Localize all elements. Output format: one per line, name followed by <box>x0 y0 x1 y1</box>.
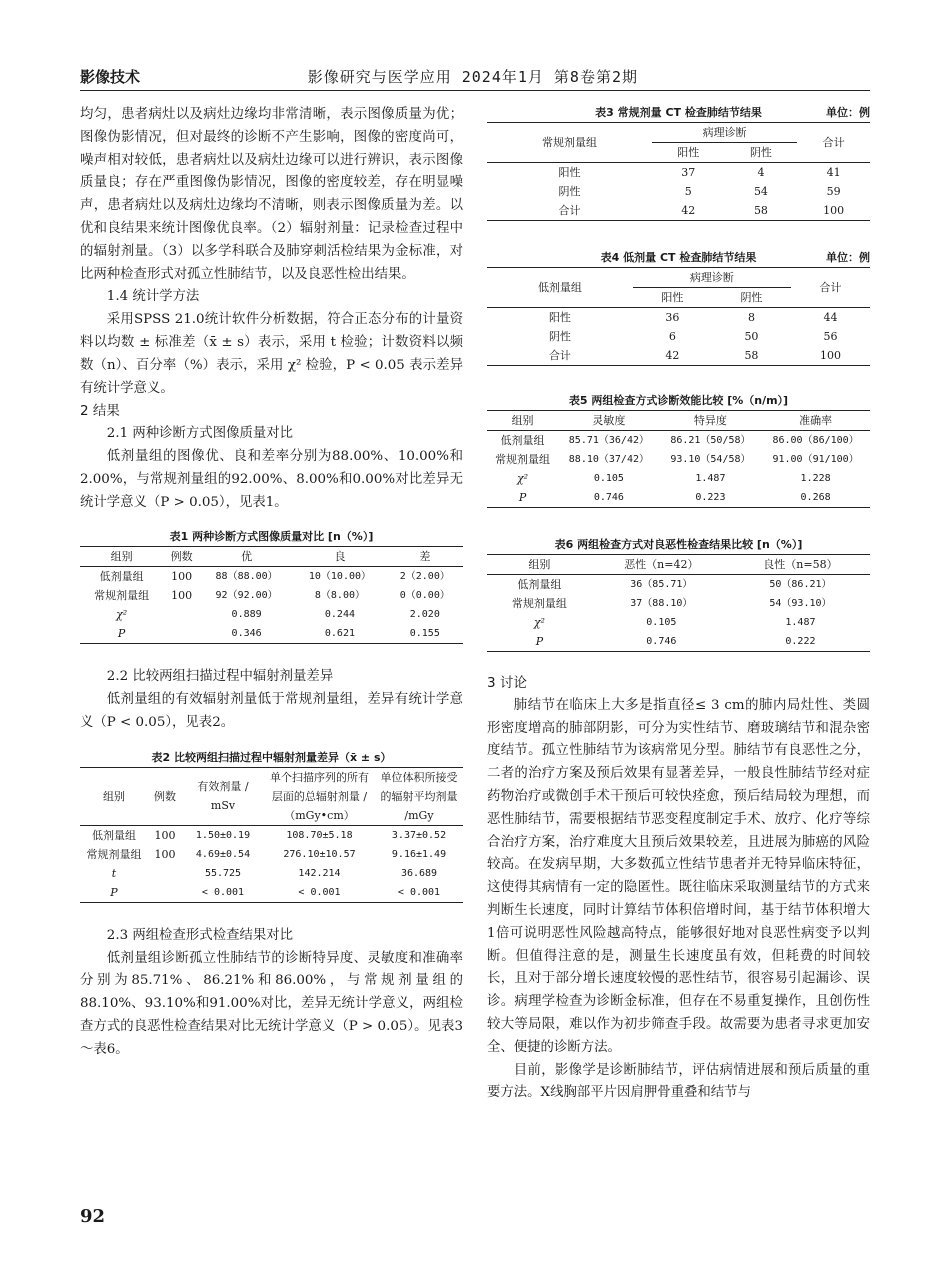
table-row <box>487 346 870 366</box>
paragraph-discussion-2: 目前，影像学是诊断肺结节，评估病情进展和预后质量的重要方法。X线胸部平片因肩胛骨重叠和结节与 <box>487 1062 870 1101</box>
heading-2-2: 2.2 比较两组扫描过程中辐射剂量差异 <box>106 669 334 685</box>
table4-cell: 42 <box>633 346 712 366</box>
table6-header: 良性（n=58） <box>731 555 870 575</box>
table-row <box>487 163 870 183</box>
table2-cell: P <box>80 883 148 903</box>
table4-cell: 阳性 <box>548 311 571 324</box>
page-number: 92 <box>80 1206 106 1227</box>
table6-cell: 36（85.71） <box>630 579 693 590</box>
table-row <box>487 594 870 613</box>
table-row <box>487 469 870 488</box>
table2-cell: 100 <box>154 828 176 842</box>
table6-cell: P <box>487 632 592 652</box>
table5-cell: 0.105 <box>593 473 624 484</box>
table3 <box>487 122 870 221</box>
table4-title: 表4 低剂量 CT 检查肺结节结果 <box>600 251 757 264</box>
table-row <box>487 613 870 632</box>
table-row <box>80 624 463 644</box>
table2-cell: 100 <box>154 847 176 861</box>
table4-cell: 100 <box>791 346 870 366</box>
table3-cell: 4 <box>757 166 765 179</box>
table4-header: 阳性 <box>633 288 712 308</box>
table5-cell: 常规剂量组 <box>495 453 551 466</box>
table1-caption: 表1 两种诊断方式图像质量对比 [n（%）] <box>169 530 374 544</box>
table-row <box>487 431 870 451</box>
table4-cell: 8 <box>747 311 755 324</box>
table3-header: 阳性 <box>652 143 725 163</box>
table1 <box>80 546 463 644</box>
journal-info: 影像研究与医学应用 2024年1月 第8卷第2期 <box>307 68 638 86</box>
table2-cell: 常规剂量组 <box>86 847 142 861</box>
table4-unit: 单位：例 <box>826 251 870 264</box>
table4-cell: 56 <box>823 330 838 343</box>
table6-cell: 0.746 <box>592 632 731 652</box>
heading-2: 2 结果 <box>80 403 120 420</box>
table2-cell: 9.16±1.49 <box>391 848 447 860</box>
table1-cell: 8（8.00） <box>314 590 365 602</box>
table-row <box>487 327 870 346</box>
table-row <box>80 586 463 605</box>
table4-cell: 50 <box>744 330 759 343</box>
table6-cell: 0.105 <box>646 617 677 628</box>
table1-cell: 0.621 <box>293 624 386 644</box>
table1-cell: 92（92.00） <box>215 590 278 602</box>
table1-cell: 常规剂量组 <box>94 589 150 603</box>
table3-header: 常规剂量组 <box>487 123 652 163</box>
right-column <box>487 104 870 1105</box>
table6-cell: 54（93.10） <box>769 598 832 609</box>
table2-header: 单位体积所接受的辐射平均剂量 /mGy <box>375 767 463 825</box>
table5-header: 组别 <box>487 411 558 431</box>
table5-cell: 93.10（54/58） <box>670 454 751 465</box>
table2-cell: 55.725 <box>204 867 242 879</box>
table4-header: 病理诊断 <box>633 268 791 288</box>
table5-cell: 0.268 <box>761 488 870 508</box>
section-title: 影像技术 <box>80 68 141 86</box>
paragraph-quality-result: 低剂量组的图像优、良和差率分别为88.00%、10.00%和2.00%，与常规剂量组的92.00%、8.00%和0.00%对比差异无统计学意义（P > 0.05），见表1。 <box>80 448 463 510</box>
table1-header: 例数 <box>163 547 200 567</box>
table3-header: 合计 <box>797 123 870 163</box>
table2-cell: 276.10±10.57 <box>283 848 356 860</box>
table3-header: 阴性 <box>725 143 798 163</box>
table-row <box>80 883 463 903</box>
table4-cell: 合计 <box>487 346 633 366</box>
table1-cell: 0（0.00） <box>399 590 450 602</box>
table2-header: 例数 <box>148 767 182 825</box>
table1-header: 差 <box>387 547 463 567</box>
table5 <box>487 410 870 508</box>
table6-caption: 表6 两组检查方式对良恶性检查结果比较 [n（%）] <box>554 538 803 551</box>
table6-cell: 常规剂量组 <box>511 597 567 610</box>
table4-header: 阴性 <box>712 288 791 308</box>
table1-cell: 0.889 <box>231 609 262 621</box>
table3-unit: 单位：例 <box>826 106 870 119</box>
table3-cell: 58 <box>725 201 798 221</box>
table5-cell: 1.228 <box>800 473 831 484</box>
table6-cell: 0.222 <box>731 632 870 652</box>
table5-header: 灵敏度 <box>558 411 660 431</box>
table-row <box>80 825 463 845</box>
table2-cell: < 0.001 <box>375 883 463 903</box>
table-row <box>487 488 870 508</box>
table3-cell: 54 <box>753 185 768 198</box>
table1-cell: 0.155 <box>387 624 463 644</box>
table4-cell: 44 <box>823 311 838 324</box>
table1-cell: 100 <box>171 589 193 603</box>
heading-3: 3 讨论 <box>487 675 527 691</box>
table5-cell: 86.00（86/100） <box>772 435 859 446</box>
table2 <box>80 767 463 903</box>
table5-cell: 86.21（50/58） <box>670 435 751 446</box>
table-row <box>487 632 870 652</box>
running-header <box>80 64 870 90</box>
paragraph-statistics: 采用SPSS 21.0统计软件分析数据，符合正态分布的计量资料以均数 ± 标准差（x̄ ± s）表示，采用 t 检验；计数资料以频数（n）、百分率（%）表示，采用 χ² 检验，P < 0.05 表示差异有统计学意义。 <box>80 312 463 396</box>
table-row <box>487 308 870 328</box>
table6-cell: 37（88.10） <box>630 598 693 609</box>
table2-cell: 4.69±0.54 <box>195 848 251 860</box>
heading-1-4: 1.4 统计学方法 <box>106 289 200 305</box>
table3-cell: 42 <box>652 201 725 221</box>
table5-cell: χ² <box>517 472 529 485</box>
table4-cell: 58 <box>712 346 791 366</box>
table2-cell: 1.50±0.19 <box>195 829 251 841</box>
table1-cell: 10（10.00） <box>308 571 372 583</box>
table5-header: 准确率 <box>761 411 870 431</box>
table2-header: 组别 <box>80 767 148 825</box>
paragraph-discussion-1: 肺结节在临床上大多是指直径≤ 3 cm的肺内局灶性、类圆形密度增高的肺部阴影，可分为实性结节、磨玻璃结节和混杂密度结节。孤立性肺结节为该病常见分型。肺结节有良恶性之分，二者的治疗方案及预后效果有显著差异，一般良性肺结节经对症药物治疗或微创手术干预后可较快痊愈，预后结局较为理想，而恶性肺结节，需要根据结节恶变程度制定手术、放疗、化疗等综合治疗方案，治疗难度大且预后效果较差，且进展为肺癌的风险较高。在发病早期，大多数孤立性结节患者并无特异临床特征，这使得其病情有一定的隐匿性。既往临床采取测量结节的方式来判断生长速度，同时计算结节体积倍增时间，基于结节体积增大1倍可说明恶性风险越高特点，能够很好地对良恶性病变予以判断。但值得注意的是，测量生长速度虽有效，但耗费的时间较长，且对于部分增长速度较慢的恶性结节，很容易引起漏诊、误诊。病理学检查为诊断金标准，但存在不易重复操作，且创伤性较大等局限，难以作为初步筛查手段。故需要为患者寻求更加安全、便捷的诊断方法。 <box>487 697 870 1055</box>
table2-cell: 108.70±5.18 <box>286 829 353 841</box>
table1-cell: 2（2.00） <box>399 571 450 583</box>
table1-header: 优 <box>200 547 293 567</box>
table6 <box>487 554 870 652</box>
table5-cell: 1.487 <box>695 473 726 484</box>
table5-cell: 0.223 <box>660 488 762 508</box>
table2-cell <box>148 864 182 883</box>
table1-cell: χ² <box>116 608 128 622</box>
table-row <box>487 575 870 595</box>
table2-cell: < 0.001 <box>182 883 264 903</box>
heading-2-3: 2.3 两组检查形式检查结果对比 <box>106 927 294 943</box>
table-row <box>80 845 463 864</box>
table1-cell: 2.020 <box>409 609 440 621</box>
paragraph-image-quality: 均匀，患者病灶以及病灶边缘均非常清晰，表示图像质量为优；图像伪影情况，但对最终的诊断不产生影响，图像的密度尚可，噪声相对较低，患者病灶以及病灶边缘可以进行辨识，表示图像质量良；存在严重图像伪影情况，图像的密度较差，存在明显噪声，患者病灶以及病灶边缘均不清晰，则表示图像质量为差。以优和良结果来统计图像优良率。（2）辐射剂量：记录检查过程中的辐射剂量。（3）以多学科联合及肺穿刺活检结果为金标准，对比两种检查形式对孤立性肺结节，以及良恶性检出结果。 <box>80 107 463 282</box>
table3-cell: 合计 <box>487 201 652 221</box>
table-row <box>487 182 870 201</box>
table1-cell: P <box>80 624 163 644</box>
table4-header: 低剂量组 <box>487 268 633 308</box>
left-column <box>80 104 463 1062</box>
table2-header: 有效剂量 / mSv <box>182 767 264 825</box>
table1-cell: 100 <box>171 570 193 584</box>
table1-cell <box>163 624 200 644</box>
paragraph-diagnosis-result: 低剂量组诊断孤立性肺结节的诊断特异度、灵敏度和准确率分别为85.71%、86.21%和86.00%，与常规剂量组的88.10%、93.10%和91.00%对比，差异无统计学意义，两组检查方式的良恶性检查结果对比无统计学意义（P > 0.05）。见表3～表6。 <box>80 950 463 1057</box>
table2-cell: 3.37±0.52 <box>391 829 447 841</box>
table2-cell: 142.214 <box>298 867 341 879</box>
table-row <box>487 450 870 469</box>
table6-cell: 低剂量组 <box>517 578 562 591</box>
paragraph-dose-result: 低剂量组的有效辐射剂量低于常规剂量组，差异有统计学意义（P < 0.05），见表2。 <box>80 692 463 730</box>
table-row <box>80 567 463 587</box>
table3-cell: 41 <box>826 166 841 179</box>
table3-cell: 阳性 <box>558 166 581 179</box>
table-row <box>80 605 463 624</box>
heading-2-1: 2.1 两种诊断方式图像质量对比 <box>106 426 294 442</box>
table5-cell: 85.71（36/42） <box>568 435 649 446</box>
table6-cell: 50（86.21） <box>769 579 832 590</box>
table4-cell: 36 <box>665 311 680 324</box>
table5-cell: 91.00（91/100） <box>772 454 859 465</box>
table3-cell: 5 <box>684 185 692 198</box>
table1-cell: 88（88.00） <box>215 571 278 583</box>
table5-cell: P <box>487 488 558 508</box>
table1-header: 组别 <box>80 547 163 567</box>
table2-cell: 36.689 <box>400 867 438 879</box>
table-row <box>80 864 463 883</box>
table2-cell: < 0.001 <box>264 883 375 903</box>
table4 <box>487 267 870 366</box>
table3-cell: 59 <box>826 185 841 198</box>
table2-cell <box>148 883 182 903</box>
table5-caption: 表5 两组检查方式诊断效能比较 [%（n/m）] <box>568 394 789 407</box>
table3-cell: 100 <box>797 201 870 221</box>
table6-cell: 1.487 <box>785 617 816 628</box>
table3-title: 表3 常规剂量 CT 检查肺结节结果 <box>595 106 762 119</box>
table3-header: 病理诊断 <box>652 123 797 143</box>
table4-cell: 6 <box>668 330 676 343</box>
table5-cell: 88.10（37/42） <box>568 454 649 465</box>
table3-cell: 阴性 <box>558 185 581 198</box>
table3-cell: 37 <box>681 166 696 179</box>
table6-header: 组别 <box>487 555 592 575</box>
table5-cell: 低剂量组 <box>500 434 545 447</box>
table6-header: 恶性（n=42） <box>592 555 731 575</box>
table2-header: 单个扫描序列的所有层面的总辐射剂量 /（mGy•cm） <box>264 767 375 825</box>
table2-cell: 低剂量组 <box>92 828 136 842</box>
table1-cell: 0.244 <box>324 609 355 621</box>
table6-cell: χ² <box>533 616 545 629</box>
table3-caption <box>487 104 870 122</box>
table4-cell: 阴性 <box>548 330 571 343</box>
table2-caption: 表2 比较两组扫描过程中辐射剂量差异（x̄ ± s） <box>151 750 392 764</box>
table1-cell: 低剂量组 <box>99 570 144 584</box>
table4-caption <box>487 249 870 267</box>
header-rule <box>80 90 870 91</box>
table1-cell: 0.346 <box>200 624 293 644</box>
table-row <box>487 201 870 221</box>
table4-header: 合计 <box>791 268 870 308</box>
table1-header: 良 <box>293 547 386 567</box>
table5-cell: 0.746 <box>558 488 660 508</box>
table1-cell <box>163 605 200 624</box>
table5-header: 特异度 <box>660 411 762 431</box>
table2-cell: t <box>111 866 117 880</box>
